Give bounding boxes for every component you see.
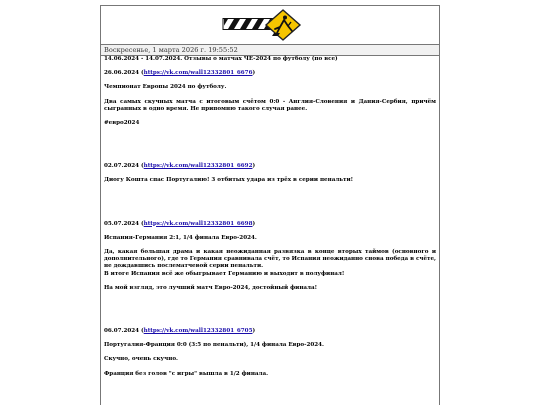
post-line: Испания-Германия 2:1, 1/4 финала Евро-2024. xyxy=(104,234,257,241)
post-date: 26.06.2024 xyxy=(104,70,140,77)
page-heading: 14.06.2024 - 14.07.2024. Отзывы о матчах ЧЕ-2024 по футболу (по все) xyxy=(104,56,338,62)
post-line: Чемпионат Европы 2024 по футболу. xyxy=(104,84,227,91)
post-date: 02.07.2024 xyxy=(104,163,140,170)
post-date: 06.07.2024 xyxy=(104,328,140,335)
post-line: Два самых скучных матча с итоговым счётом 0:0 - Англия-Словения и Дания-Сербия, причём сыгранных в одно время. Не припомню такого случая ранее. xyxy=(104,98,436,112)
post-line: На мой взгляд, это лучший матч Евро-2024, достойный финала! xyxy=(104,284,318,291)
post-link[interactable]: https://vk.com/wall12332801_6692 xyxy=(143,163,253,170)
post-line: Франция без голов "с игры" вышла в 1/2 финала. xyxy=(104,370,269,377)
road-work-sign-icon xyxy=(222,9,302,41)
worker-sign xyxy=(266,10,300,40)
datetime-bar: Воскресенье, 1 марта 2026 г. 19:55:52 xyxy=(101,45,439,56)
post-link[interactable]: https://vk.com/wall12332801_6676 xyxy=(143,70,253,77)
header-banner xyxy=(101,6,439,45)
post-line: Да, какая большая драма и какая неожиданная развязка в конце вторых таймов (основного и дополнительного), где то Германия сравнивала счёт, то Испания неожиданно снова победа в счёте, не дождавшись послематчевой серии пенальти. xyxy=(104,249,436,270)
post-date: 05.07.2024 xyxy=(104,220,140,227)
post-line: Диогу Кошта спас Португалию! 3 отбитых удара из трёх в серии пенальти! xyxy=(104,177,354,184)
post-header: 02.07.2024 (https://vk.com/wall12332801_6692) xyxy=(104,163,256,170)
post-link[interactable]: https://vk.com/wall12332801_6705 xyxy=(143,328,253,335)
post-header: 06.07.2024 (https://vk.com/wall12332801_6705) xyxy=(104,328,256,335)
post-hashtag: #евро2024 xyxy=(104,120,140,127)
post-link[interactable]: https://vk.com/wall12332801_6698 xyxy=(143,220,253,227)
post-line: Скучно, очень скучно. xyxy=(104,356,179,363)
post-header: 26.06.2024 (https://vk.com/wall12332801_6676) xyxy=(104,70,256,77)
post-line: Португалия-Франция 0:0 (3:5 по пенальти), 1/4 финала Евро-2024. xyxy=(104,342,324,349)
post-line: В итоге Испания всё же обыгрывает Германию и выходит в полуфинал! xyxy=(104,270,345,277)
content-area xyxy=(101,56,439,378)
page-frame xyxy=(100,5,440,405)
post-header: 05.07.2024 (https://vk.com/wall12332801_6698) xyxy=(104,220,256,227)
